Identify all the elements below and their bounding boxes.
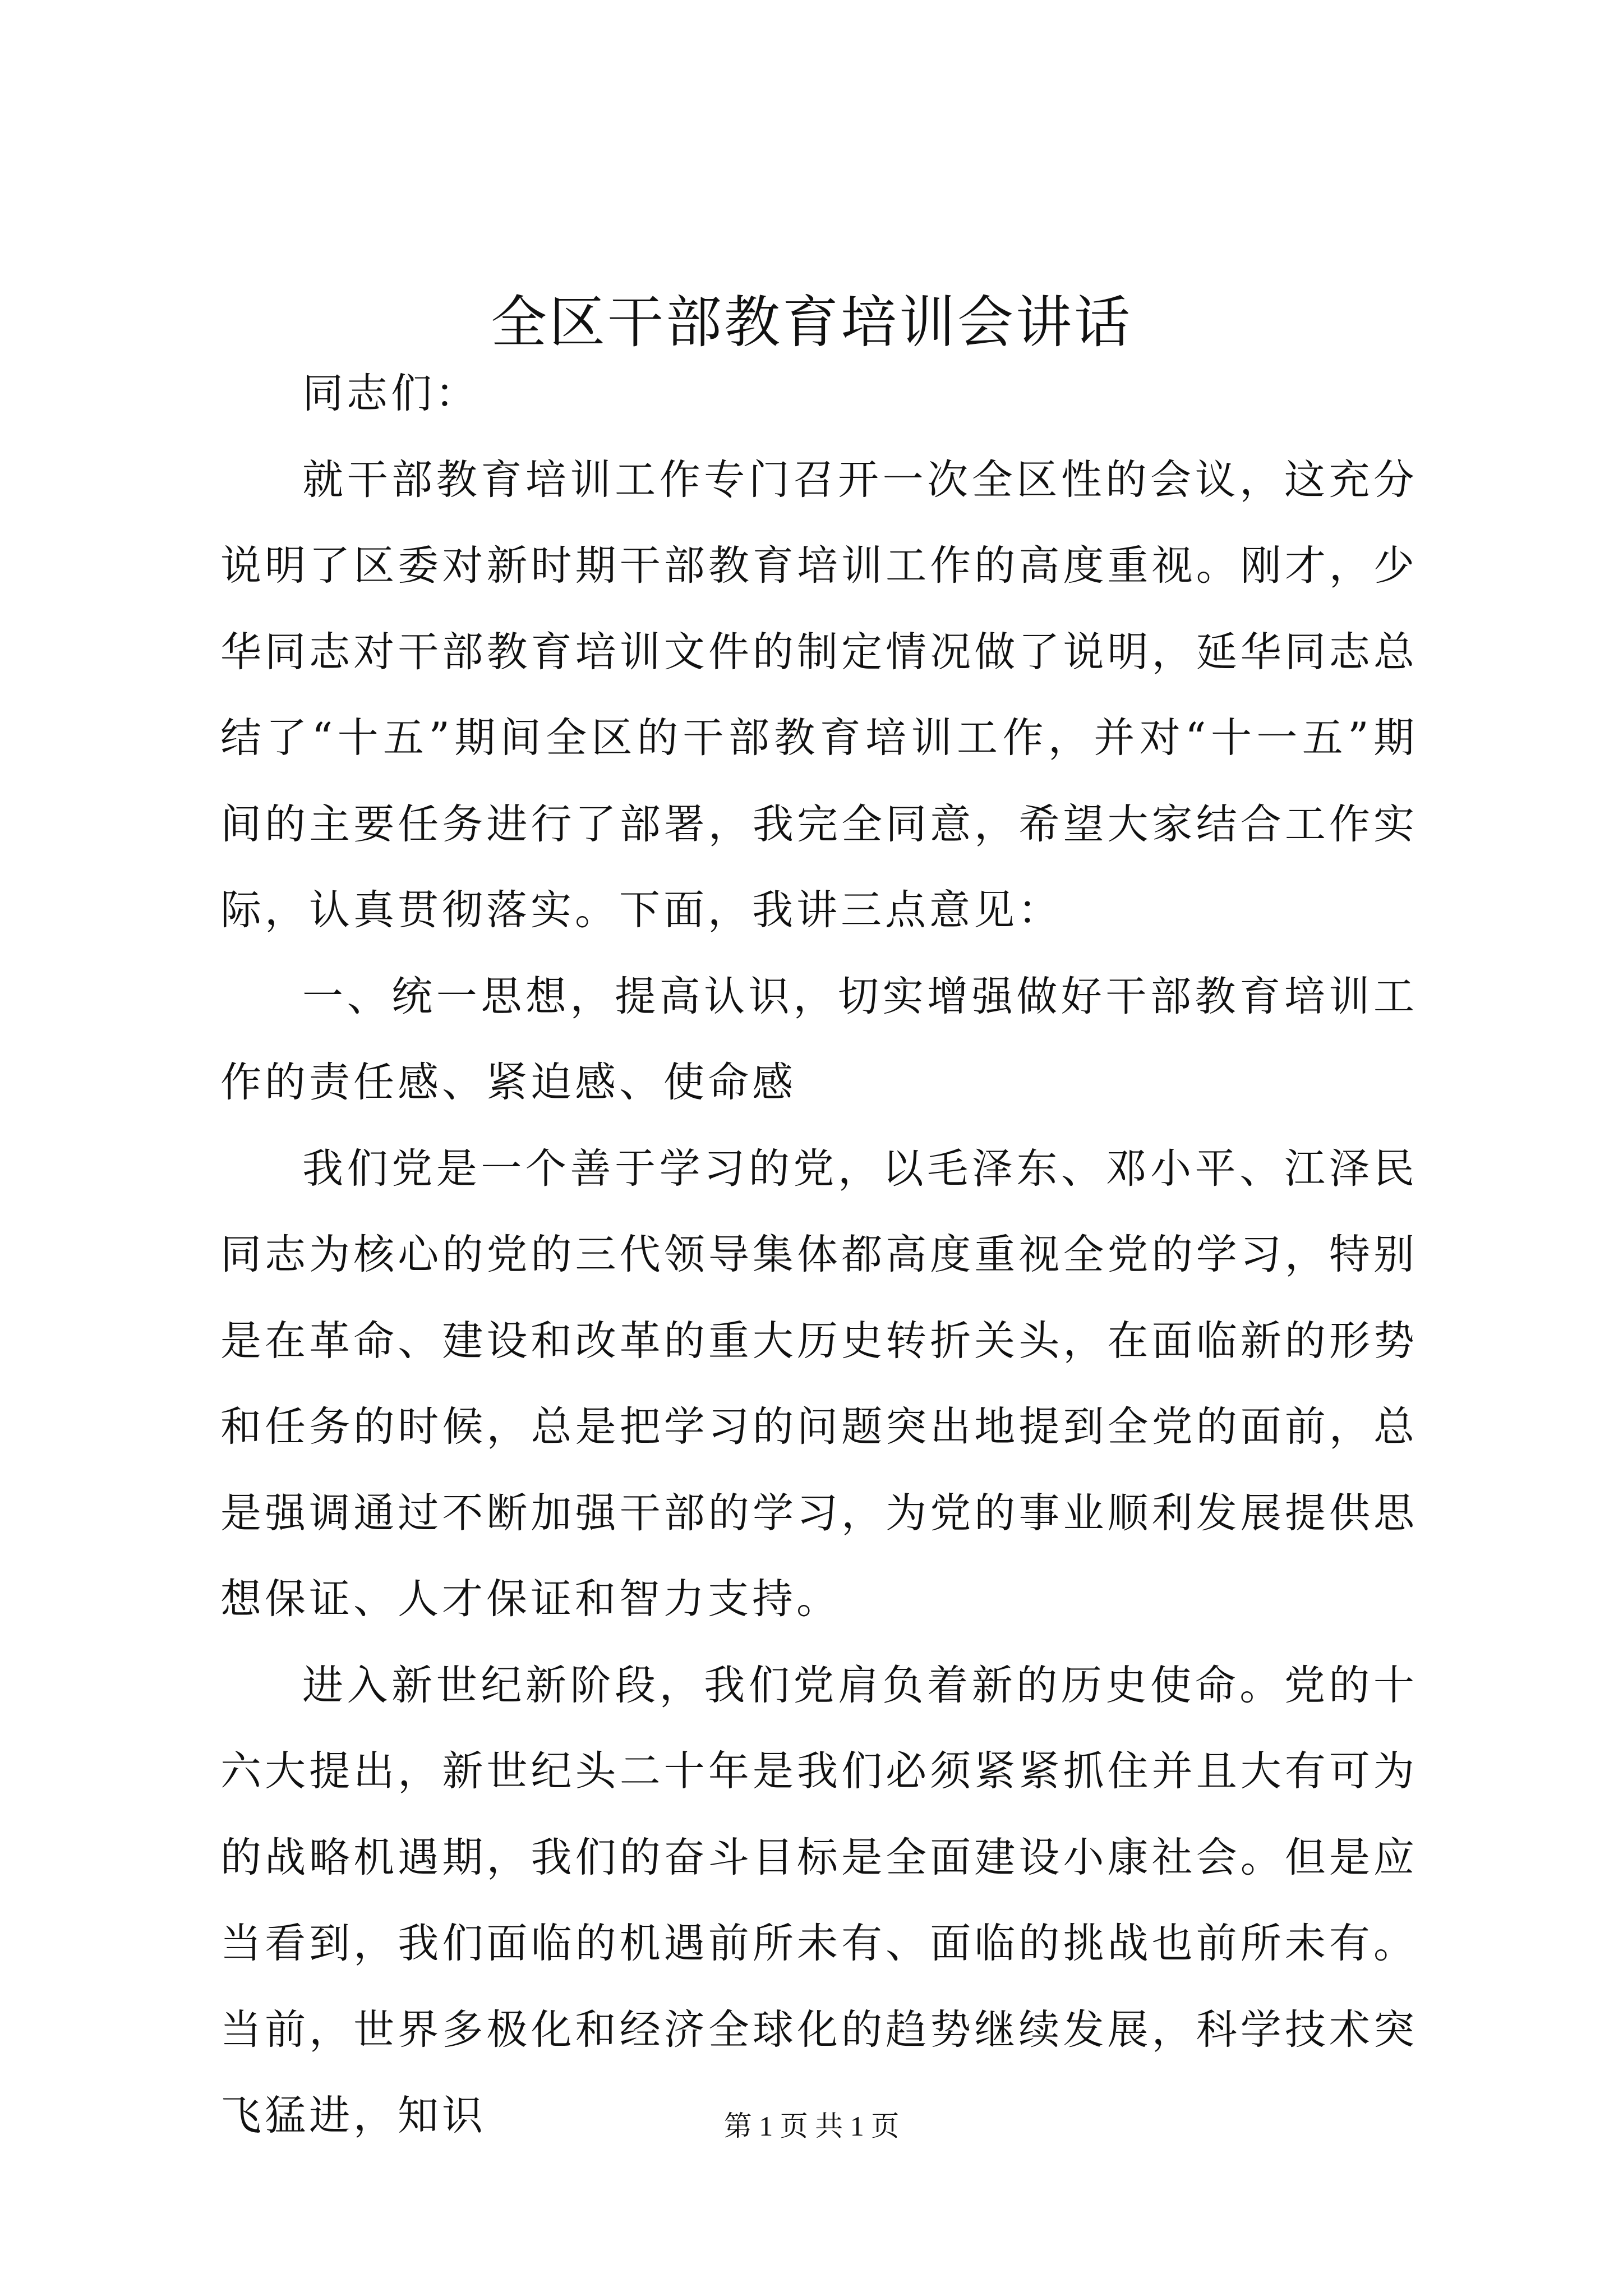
salutation-paragraph: 同志们：: [302, 370, 479, 417]
body-paragraph: 就干部教育培训工作专门召开一次全区性的会议，这充分说明了区委对新时期干部教育培训工作的高度重视。刚才，少华同志对干部教育培训文件的制定情况做了说明，延华同志总结了“十五”期间全区的干部教育培训工作，并对“十一五”期间的主要任务进行了部署，我完全同意，希望大家结合工作实际，认真贯彻落实。下面，我讲三点意见：: [220, 455, 1418, 934]
body-paragraph: 我们党是一个善于学习的党，以毛泽东、邓小平、江泽民同志为核心的党的三代领导集体都高度重视全党的学习，特别是在革命、建设和改革的重大历史转折关头，在面临新的形势和任务的时候，总是把学习的问题突出地提到全党的面前，总是强调通过不断加强干部的学习，为党的事业顺利发展提供思想保证、人才保证和智力支持。: [220, 1144, 1418, 1623]
document-title: 全区干部教育培训会讲话: [491, 289, 1132, 355]
document-body: [220, 351, 1418, 2159]
page-footer: 第 1 页 共 1 页: [723, 2110, 900, 2142]
section-heading: 一、统一思想，提高认识，切实增强做好干部教育培训工作的责任感、紧迫感、使命感: [220, 972, 1418, 1106]
body-paragraph: 进入新世纪新阶段，我们党肩负着新的历史使命。党的十六大提出，新世纪头二十年是我们必须紧紧抓住并且大有可为的战略机遇期，我们的奋斗目标是全面建设小康社会。但是应当看到，我们面临的机遇前所未有、面临的挑战也前所未有。当前，世界多极化和经济全球化的趋势继续发展，科学技术突飞猛进，知识: [220, 1661, 1418, 2139]
